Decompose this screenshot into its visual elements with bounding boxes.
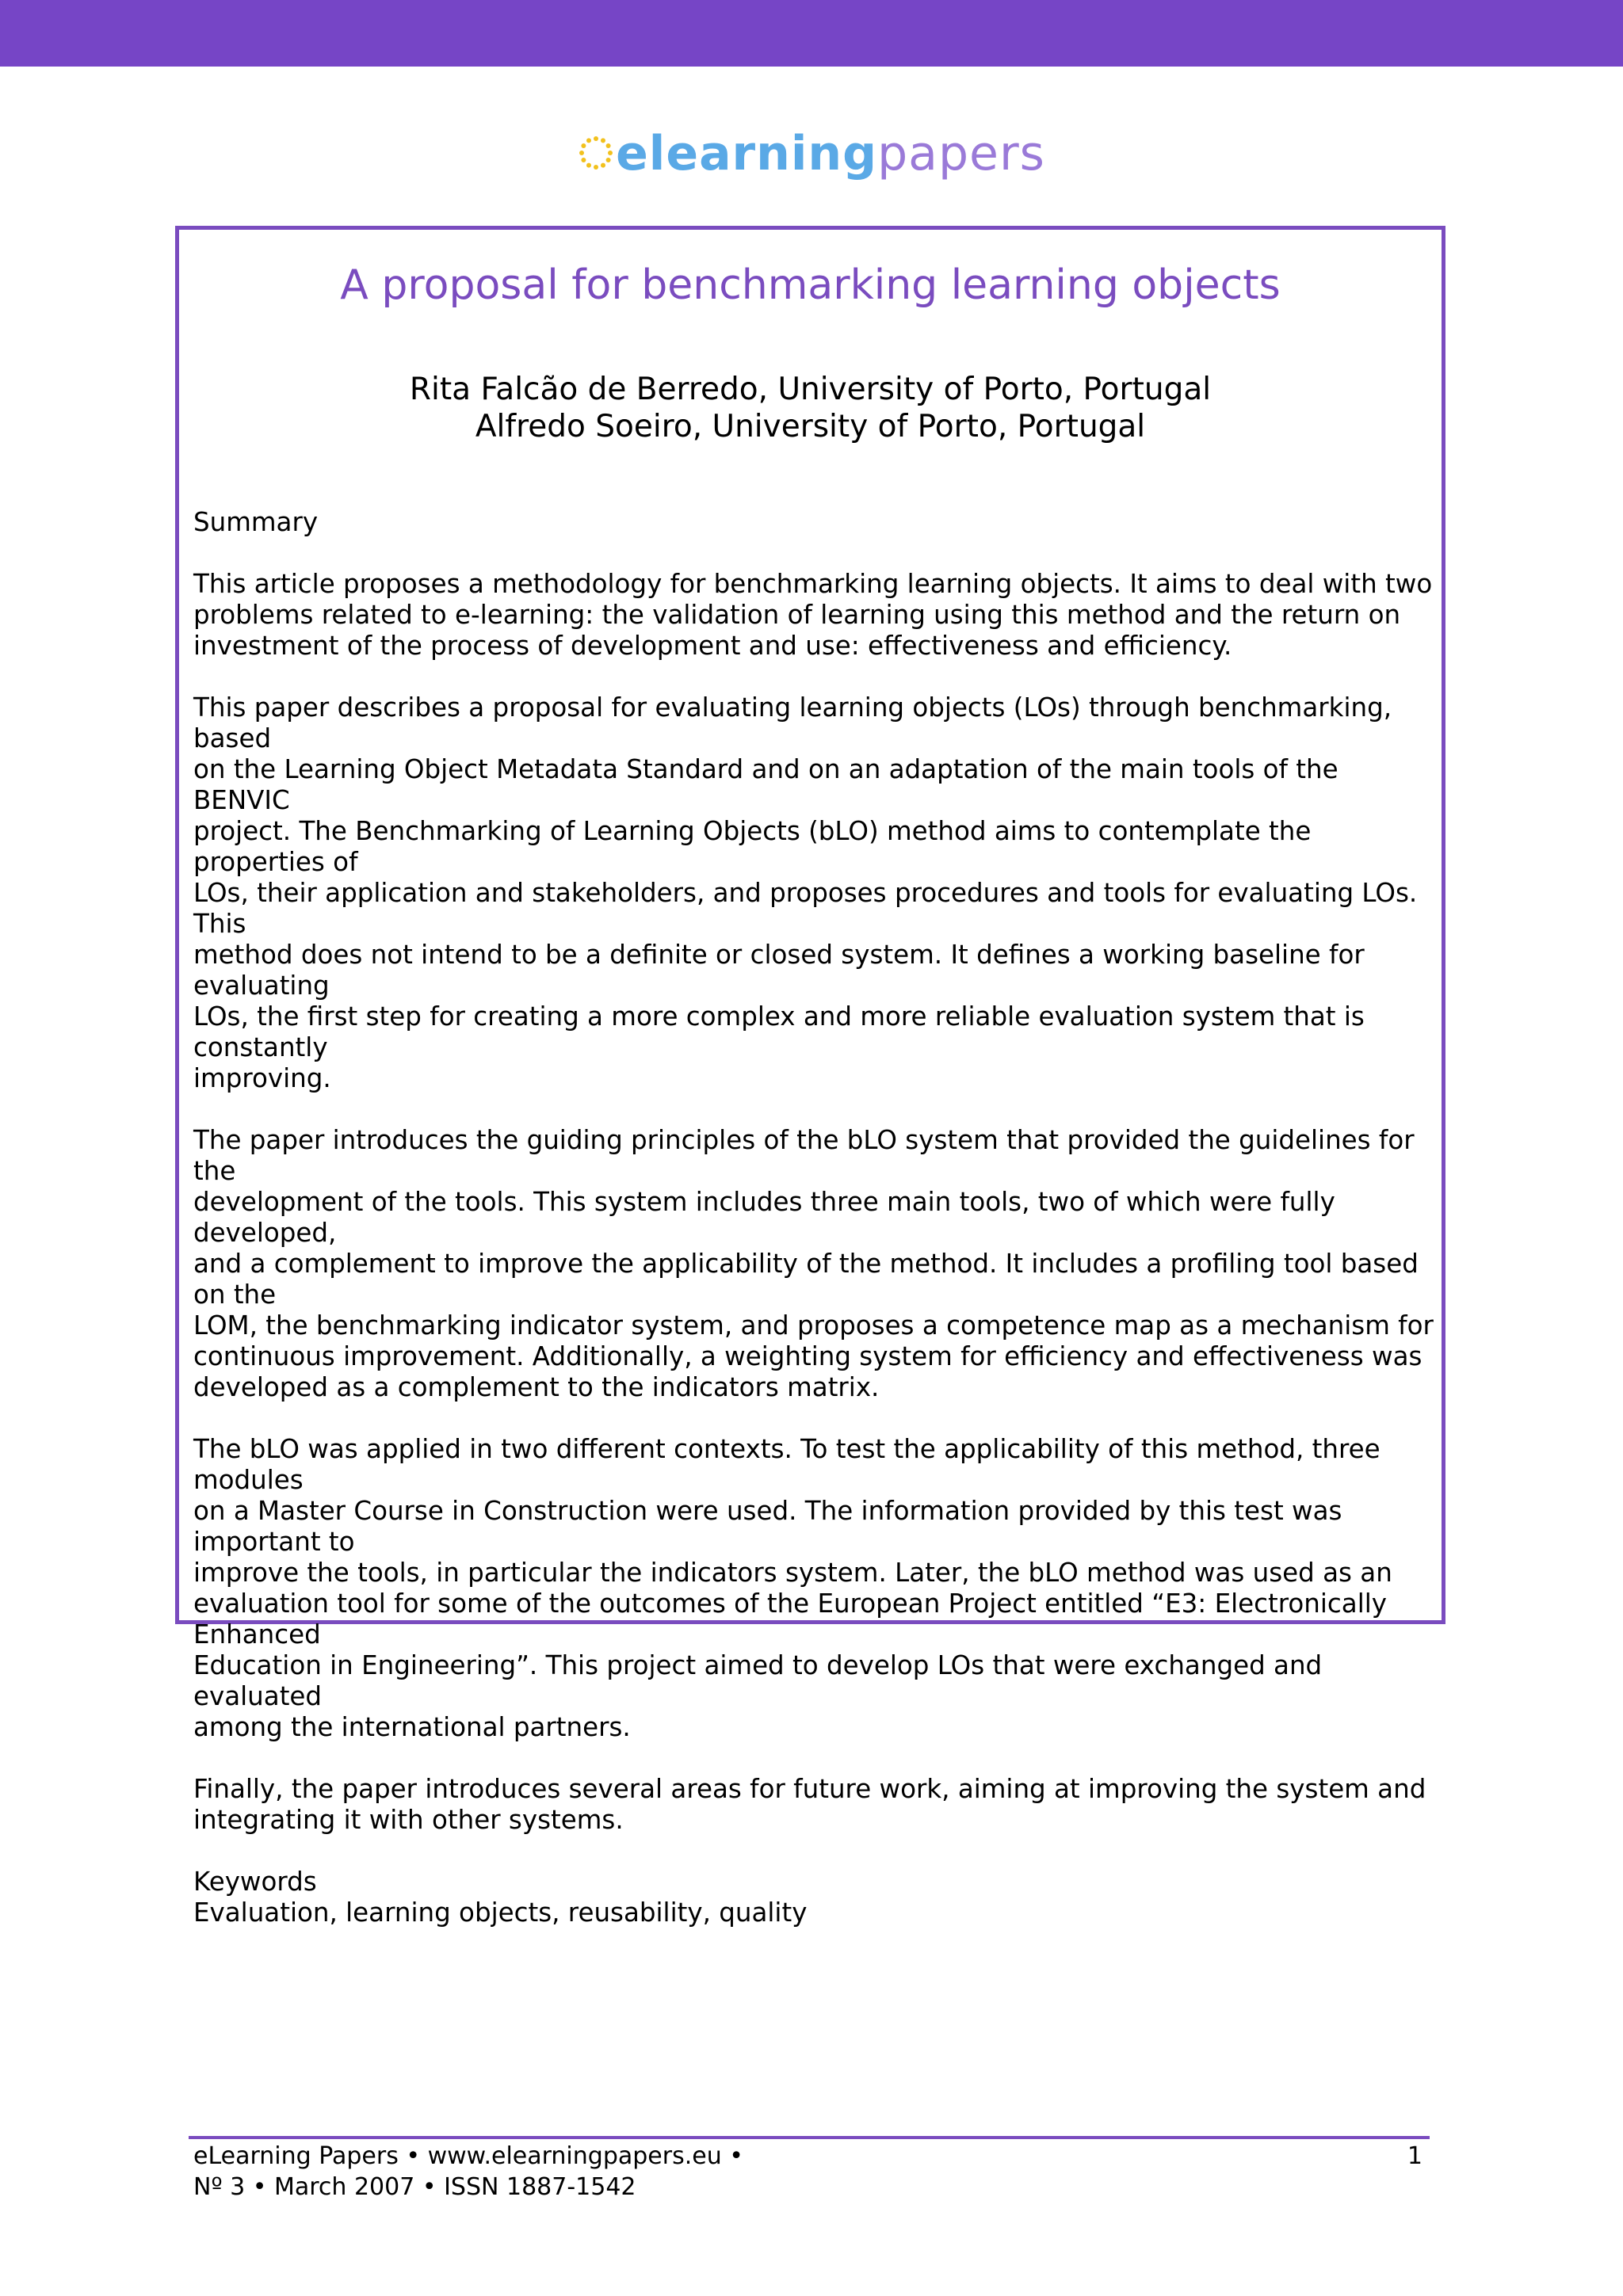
top-banner	[0, 0, 1623, 67]
summary-paragraph-1: This article proposes a methodology for benchmarking learning objects. It aims to deal with two problems related to e-learning: the validation of learning using this method and the return on investment of the process of development and use: effectiveness and efficiency.	[193, 569, 1433, 661]
article-title: A proposal for benchmarking learning objects	[340, 261, 1281, 309]
abstract-body	[193, 507, 1436, 1928]
summary-paragraph-3: The paper introduces the guiding principles of the bLO system that provided the guidelines for the development of the tools. This system includes three main tools, two of which were fully developed, and a complement to improve the applicability of the method. It includes a profiling tool based on the LOM, the benchmarking indicator system, and proposes a competence map as a mechanism for continuous improvement. Additionally, a weighting system for efficiency and effectiveness was developed as a complement to the indicators matrix.	[193, 1125, 1434, 1402]
author-1: Rita Falcão de Berredo, University of Porto, Portugal	[409, 372, 1212, 407]
summary-paragraph-2: This paper describes a proposal for evaluating learning objects (LOs) through benchmarking, based on the Learning Object Metadata Standard and on an adaptation of the main tools of the BENVIC project. The Benchmarking of Learning Objects (bLO) method aims to contemplate the properties of LOs, their application and stakeholders, and proposes procedures and tools for evaluating LOs. This method does not intend to be a definite or closed system. It defines a working baseline for evaluating LOs, the first step for creating a more complex and more reliable evaluation system that is constantly improving.	[193, 692, 1418, 1093]
journal-logo	[0, 122, 1623, 185]
summary-paragraph-5: Finally, the paper introduces several areas for future work, aiming at improving the system and integrating it with other systems.	[193, 1774, 1426, 1835]
footer-divider	[189, 2136, 1430, 2139]
logo-text-elearning: elearning	[616, 126, 878, 181]
summary-paragraph-4: The bLO was applied in two different contexts. To test the applicability of this method, three modules on a Master Course in Construction were used. The information provided by this test was important to improve the tools, in particular the indicators system. Later, the bLO method was used as an evaluation tool for some of the outcomes of the European Project entitled “E3: Electronically Enhanced Education in Engineering”. This project aimed to develop LOs that were exchanged and evaluated among the international partners.	[193, 1434, 1392, 1742]
author-2: Alfredo Soeiro, University of Porto, Portugal	[475, 409, 1146, 444]
page-number: 1	[1407, 2142, 1423, 2170]
eu-stars-icon	[578, 135, 614, 171]
author-list	[175, 371, 1445, 445]
summary-heading: Summary	[193, 507, 319, 537]
logo-text-papers: papers	[877, 126, 1045, 181]
footer-citation: eLearning Papers • www.elearningpapers.eu • Nº 3 • March 2007 • ISSN 1887-1542	[193, 2142, 743, 2201]
keywords-heading: Keywords	[193, 1867, 317, 1897]
keywords-list: Evaluation, learning objects, reusability, quality	[193, 1897, 808, 1928]
